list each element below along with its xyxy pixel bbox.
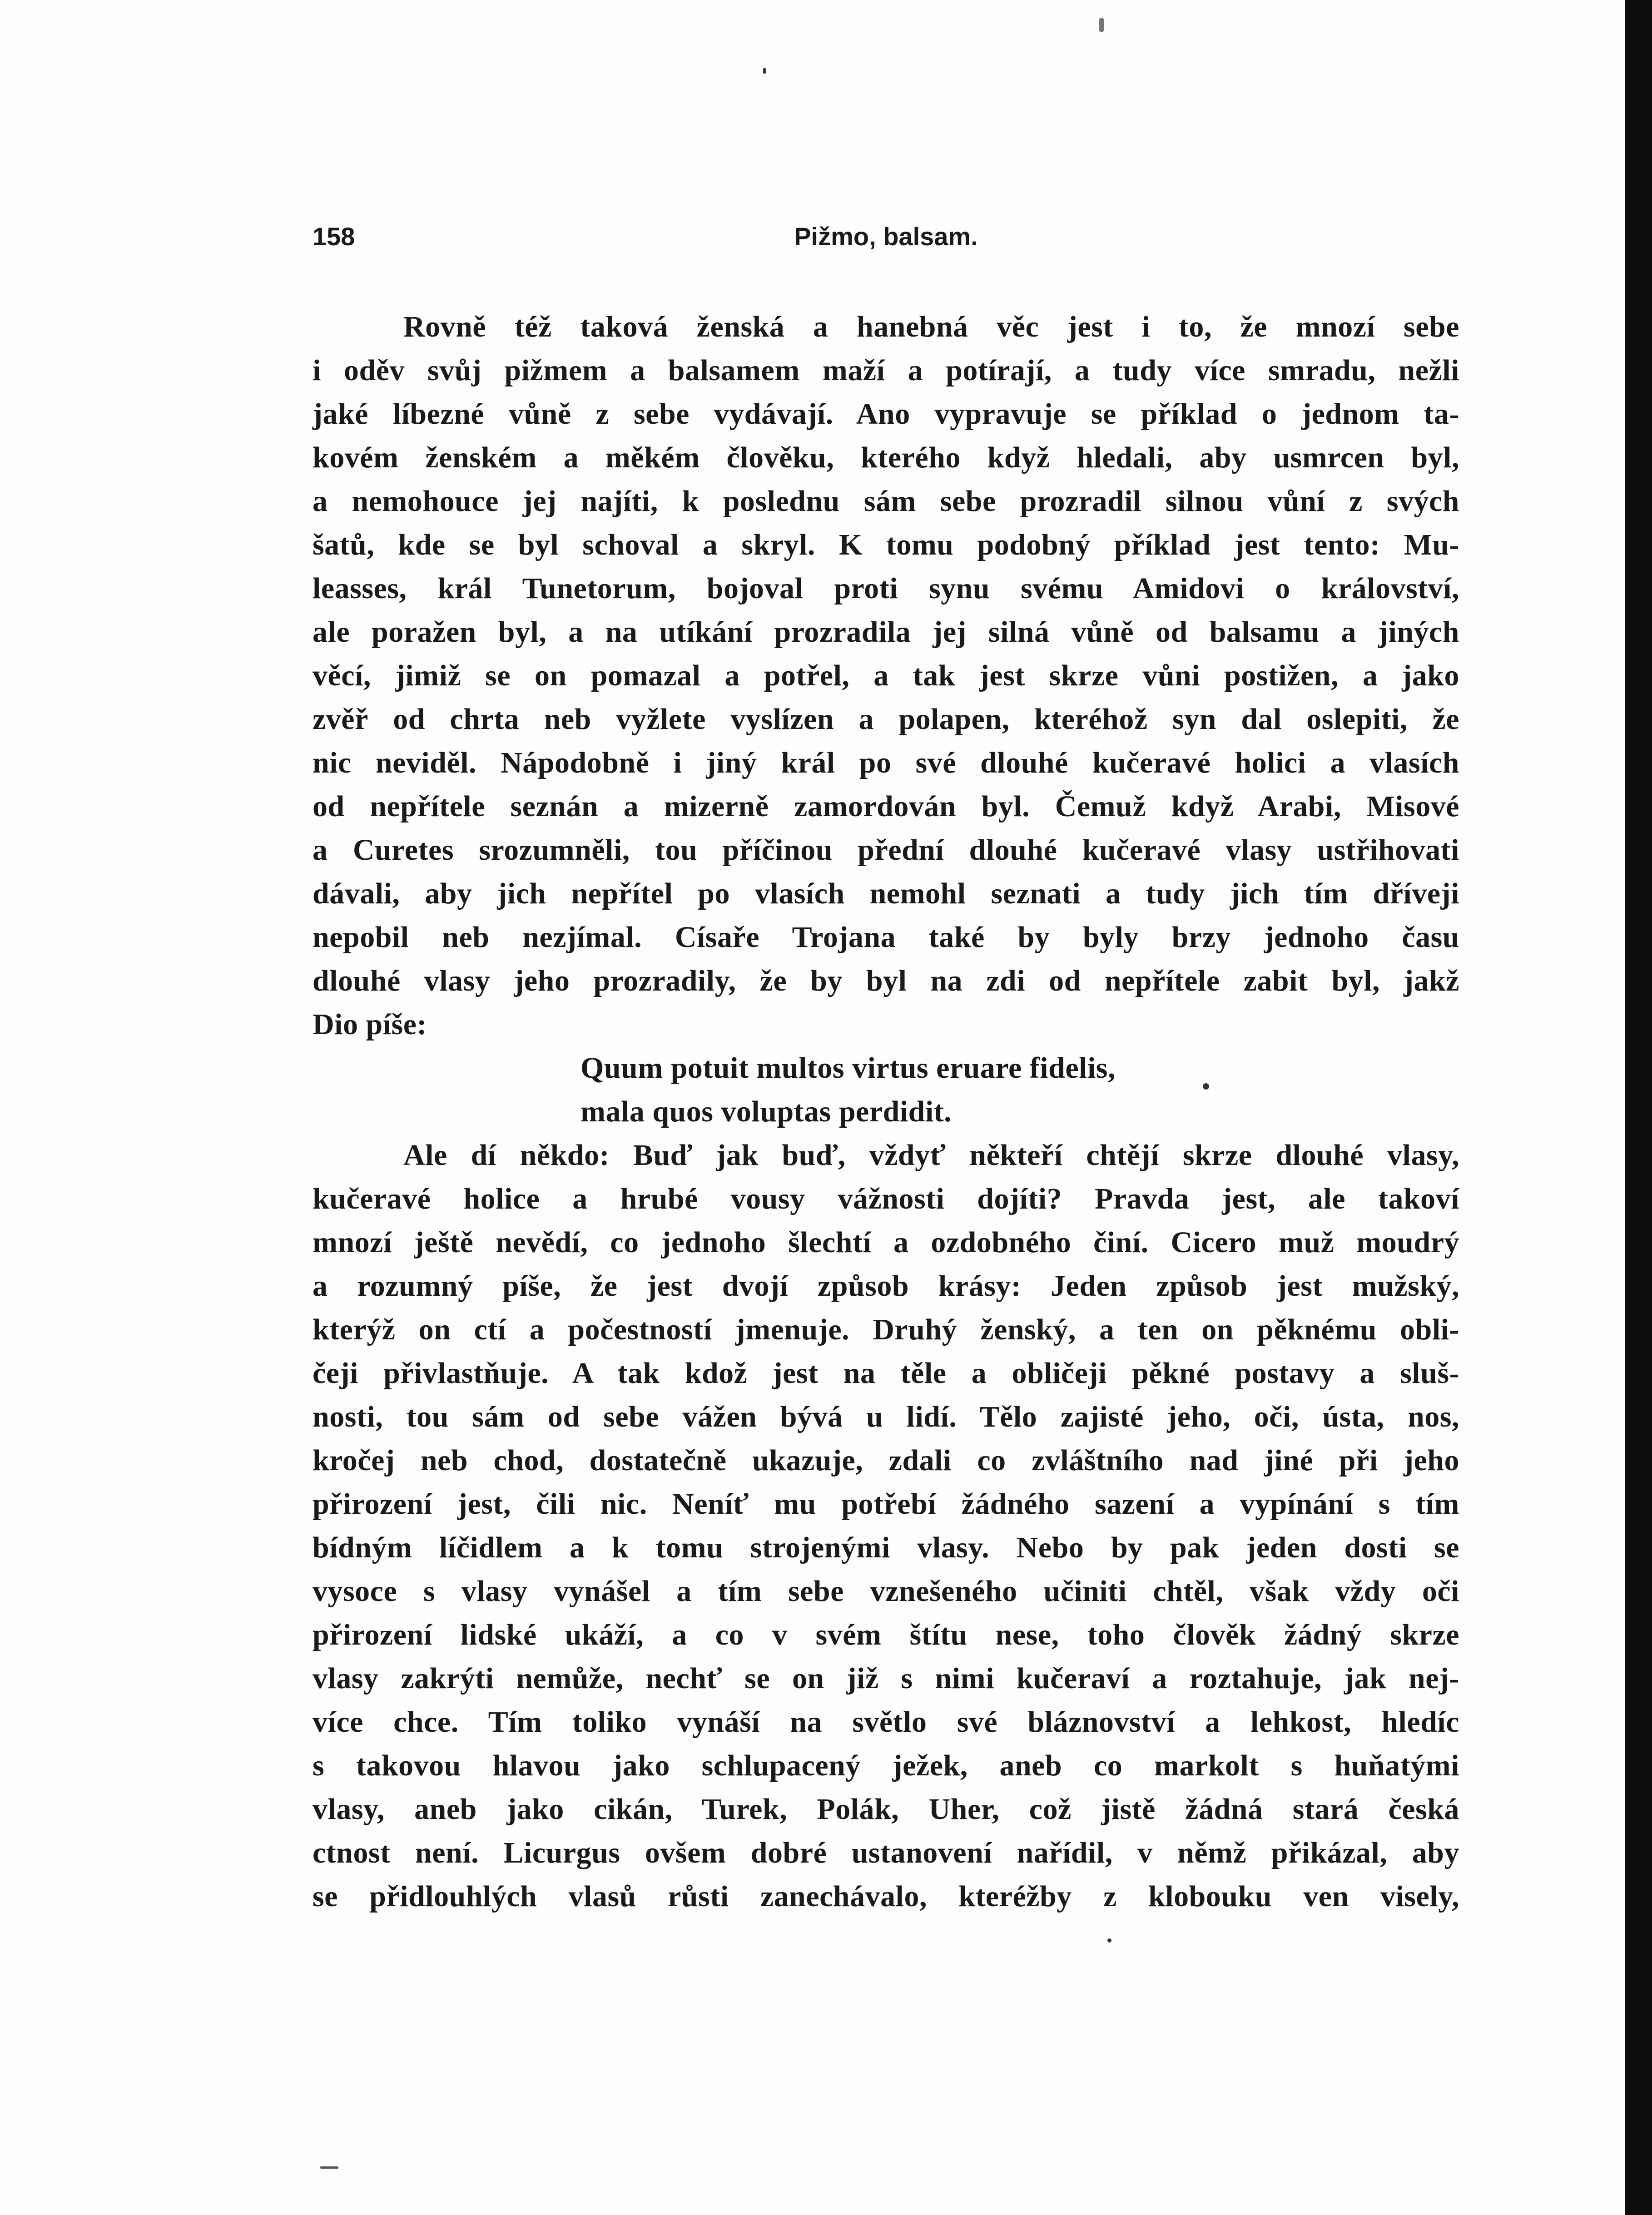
ink-speck xyxy=(1107,1938,1111,1942)
running-head xyxy=(313,222,1459,258)
text-line: zvěř od chrta neb vyžlete vyslízen a polapen, kteréhož syn dal oslepiti, že xyxy=(313,703,1459,736)
text-line: mnozí ještě nevědí, co jednoho šlechtí a ozdobného činí. Cicero muž moudrý xyxy=(313,1226,1459,1259)
verse-line: mala quos voluptas perdidit. xyxy=(580,1095,952,1128)
text-line: dávali, aby jich nepřítel po vlasích nemohl seznati a tudy jich tím dříveji xyxy=(313,877,1459,910)
text-line: kovém ženském a měkém člověku, kterého když hledali, aby usmrcen byl, xyxy=(313,441,1459,474)
verse-line: Quum potuit multos virtus eruare fidelis, xyxy=(580,1051,1116,1085)
scan-edge xyxy=(1625,0,1652,2215)
text-line: a nemohouce jej najíti, k poslednu sám sebe prozradil silnou vůní z svých xyxy=(313,485,1459,518)
text-line: Rovně též taková ženská a hanebná věc jest i to, že mnozí sebe xyxy=(403,310,1459,343)
ink-speck xyxy=(1203,1083,1209,1090)
text-line: Dio píše: xyxy=(313,1008,427,1041)
text-line: čeji přivlastňuje. A tak kdož jest na těle a obličeji pěkné postavy a sluš- xyxy=(313,1357,1459,1390)
ink-speck xyxy=(763,68,766,74)
text-line: se přidlouhlých vlasů růsti zanechávalo, kteréžby z klobouku ven visely, xyxy=(313,1880,1459,1913)
text-line: Ale dí někdo: Buď jak buď, vždyť někteří chtějí skrze dlouhé vlasy, xyxy=(403,1139,1459,1172)
text-line: více chce. Tím toliko vynáší na světlo své bláznovství a lehkost, hledíc xyxy=(313,1705,1459,1739)
text-line: jaké líbezné vůně z sebe vydávají. Ano vypravuje se příklad o jednom ta- xyxy=(313,397,1459,431)
text-line: a Curetes srozumněli, tou příčinou přední dlouhé kučeravé vlasy ustřihovati xyxy=(313,833,1459,867)
text-line: nepobil neb nezjímal. Císaře Trojana také by byly brzy jednoho času xyxy=(313,921,1459,954)
text-line: nosti, tou sám od sebe vážen bývá u lidí. Tělo zajisté jeho, oči, ústa, nos, xyxy=(313,1400,1459,1433)
text-line: vysoce s vlasy vynášel a tím sebe vznešeného učiniti chtěl, však vždy oči xyxy=(313,1575,1459,1608)
text-line: ale poražen byl, a na utíkání prozradila jej silná vůně od balsamu a jiných xyxy=(313,615,1459,649)
text-line: vlasy zakrýti nemůže, nechť se on již s nimi kučeraví a roztahuje, jak nej- xyxy=(313,1662,1459,1695)
text-line: kročej neb chod, dostatečně ukazuje, zdali co zvláštního nad jiné při jeho xyxy=(313,1444,1459,1477)
text-line: kterýž on ctí a počestností jmenuje. Druhý ženský, a ten on pěknému obli- xyxy=(313,1313,1459,1346)
text-line: vlasy, aneb jako cikán, Turek, Polák, Uher, což jistě žádná stará česká xyxy=(313,1793,1459,1826)
ink-speck xyxy=(320,2166,338,2169)
ink-speck xyxy=(1099,18,1104,32)
running-title: Pižmo, balsam. xyxy=(794,222,978,251)
text-line: bídným líčidlem a k tomu strojenými vlasy. Nebo by pak jeden dosti se xyxy=(313,1531,1459,1564)
text-line: od nepřítele seznán a mizerně zamordován byl. Čemuž když Arabi, Misové xyxy=(313,790,1459,823)
text-line: nic neviděl. Nápodobně i jiný král po své dlouhé kučeravé holici a vlasích xyxy=(313,746,1459,779)
text-line: leasses, král Tunetorum, bojoval proti synu svému Amidovi o království, xyxy=(313,572,1459,605)
text-line: přirození jest, čili nic. Neníť mu potřebí žádného sazení a vypínání s tím xyxy=(313,1487,1459,1521)
text-line: kučeravé holice a hrubé vousy vážnosti dojíti? Pravda jest, ale takoví xyxy=(313,1182,1459,1215)
page-number: 158 xyxy=(313,222,355,251)
text-line: dlouhé vlasy jeho prozradily, že by byl na zdi od nepřítele zabit byl, jakž xyxy=(313,964,1459,997)
text-line: a rozumný píše, že jest dvojí způsob krásy: Jeden způsob jest mužský, xyxy=(313,1269,1459,1303)
text-line: šatů, kde se byl schoval a skryl. K tomu podobný příklad jest tento: Mu- xyxy=(313,528,1459,561)
text-line: i oděv svůj pižmem a balsamem maží a potírají, a tudy více smradu, nežli xyxy=(313,354,1459,387)
text-line: ctnost není. Licurgus ovšem dobré ustanovení nařídil, v němž přikázal, aby xyxy=(313,1836,1459,1869)
body-text xyxy=(313,305,1459,1918)
text-line: věcí, jimiž se on pomazal a potřel, a tak jest skrze vůni postižen, a jako xyxy=(313,659,1459,692)
text-line: s takovou hlavou jako schlupacený ježek, aneb co markolt s huňatými xyxy=(313,1749,1459,1782)
text-line: přirození lidské ukáží, a co v svém štítu nese, toho člověk žádný skrze xyxy=(313,1618,1459,1651)
